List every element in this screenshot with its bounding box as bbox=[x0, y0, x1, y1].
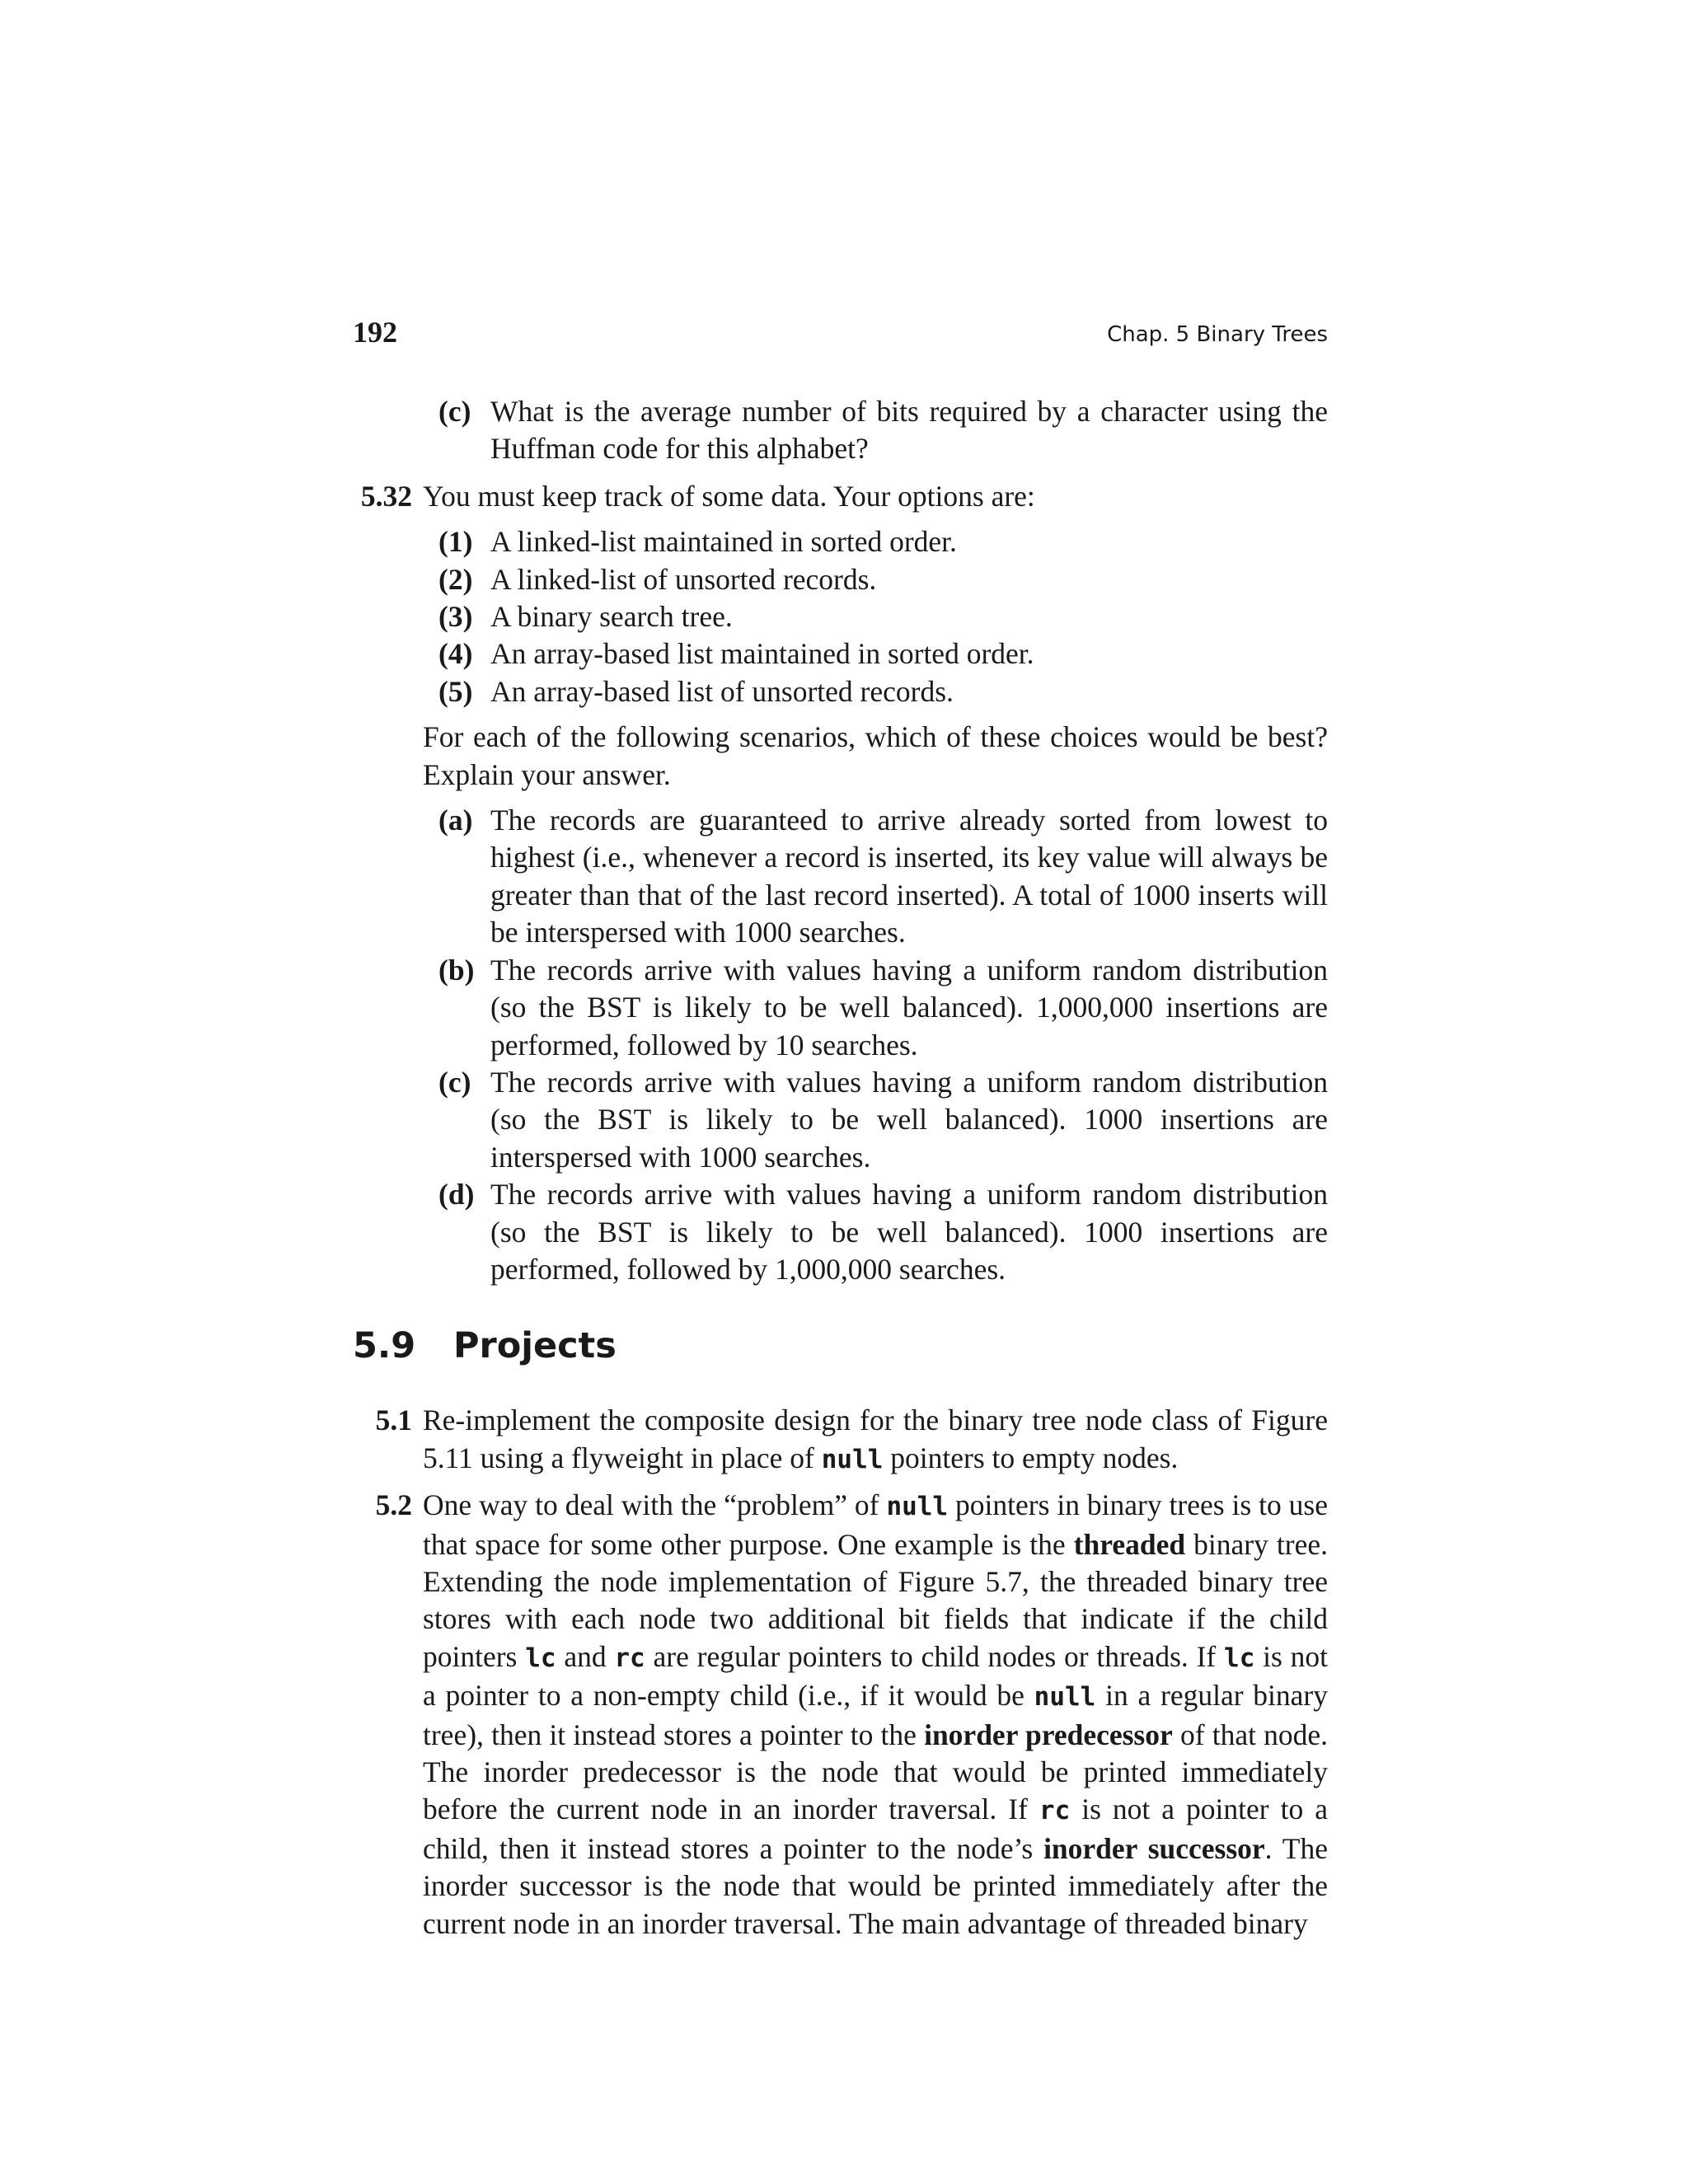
page-number: 192 bbox=[353, 316, 397, 349]
scenario-label: (b) bbox=[438, 953, 475, 987]
scenario-item bbox=[353, 1176, 1328, 1288]
running-head: Chap. 5 Binary Trees bbox=[1107, 322, 1328, 347]
scenario-text: The records arrive with values having a uniform random distribution (so the BST is likely to be well balanced). 1000 insertions are interspersed with 1000 searches. bbox=[490, 1065, 1328, 1174]
option-item bbox=[353, 561, 1328, 598]
option-text: A binary search tree. bbox=[490, 600, 733, 634]
option-label: (2) bbox=[438, 562, 473, 596]
project-number: 5.1 bbox=[375, 1404, 412, 1437]
code-lc: lc bbox=[525, 1643, 556, 1673]
option-label: (3) bbox=[438, 600, 473, 634]
page-body bbox=[353, 393, 1328, 1943]
code-rc: rc bbox=[1039, 1796, 1071, 1826]
option-text: An array-based list of unsorted records. bbox=[490, 674, 954, 708]
section-number: 5.9 bbox=[353, 1325, 416, 1367]
project-5-1 bbox=[353, 1402, 1328, 1479]
exercise-number: 5.32 bbox=[360, 479, 412, 513]
scenario-label: (c) bbox=[438, 1065, 471, 1099]
subitem-label: (c) bbox=[438, 395, 471, 428]
code-null: null bbox=[1034, 1682, 1096, 1713]
code-null: null bbox=[821, 1444, 884, 1474]
scenario-item bbox=[353, 802, 1328, 952]
option-label: (1) bbox=[438, 525, 473, 559]
option-text: A linked-list of unsorted records. bbox=[490, 562, 877, 596]
exercise-intro: You must keep track of some data. Your options are: bbox=[423, 479, 1035, 513]
option-text: A linked-list maintained in sorted order. bbox=[490, 525, 957, 559]
subitem-text: What is the average number of bits required by a character using the Huffman code for this alphabet? bbox=[490, 395, 1328, 466]
project-5-2 bbox=[353, 1487, 1328, 1943]
code-null: null bbox=[886, 1492, 949, 1522]
scenario-item bbox=[353, 1064, 1328, 1176]
exercise-5-32 bbox=[353, 478, 1328, 515]
option-text: An array-based list maintained in sorted order. bbox=[490, 637, 1034, 671]
scenario-text: The records arrive with values having a uniform random distribution (so the BST is likely to be well balanced). 1000 insertions are performed, followed by 1,000,000 searches. bbox=[490, 1178, 1328, 1286]
option-item bbox=[353, 673, 1328, 710]
option-item bbox=[353, 598, 1328, 635]
scenario-text: The records arrive with values having a uniform random distribution (so the BST is likely to be well balanced). 1,000,000 insertions are performed, followed by 10 searches. bbox=[490, 953, 1328, 1062]
term-inorder-successor: inorder successor bbox=[1043, 1831, 1265, 1865]
scenario-label: (a) bbox=[438, 804, 473, 837]
option-item bbox=[353, 635, 1328, 673]
section-heading bbox=[353, 1323, 1328, 1369]
project-text: Re-implement the composite design for the binary tree node class of Figure 5.11 using a flyweight in place of null pointers to empty nodes. bbox=[423, 1404, 1328, 1474]
scenario-item bbox=[353, 952, 1328, 1064]
option-label: (5) bbox=[438, 674, 473, 708]
exercise-question: For each of the following scenarios, which of these choices would be best? Explain your answer. bbox=[423, 720, 1328, 791]
section-title: Projects bbox=[453, 1325, 617, 1367]
option-label: (4) bbox=[438, 637, 473, 671]
exercise-subitem bbox=[353, 393, 1328, 468]
scenario-text: The records are guaranteed to arrive already sorted from lowest to highest (i.e., whenever a record is inserted, its key value will always be greater than that of the last record inserted). A total of 1000 inserts will be interspersed with 1000 searches. bbox=[490, 804, 1328, 949]
option-item bbox=[353, 523, 1328, 560]
term-inorder-predecessor: inorder predecessor bbox=[924, 1718, 1173, 1751]
project-text: One way to deal with the “problem” of null pointers in binary trees is to use that space for some other purpose. One example is the threaded binary tree. Extending the node implementation of Figure 5.7, the threaded binary tree stores with each node two additional bit fields that indicate if the child pointers lc and rc are regular pointers to child nodes or threads. If lc is not a pointer to a non-empty child (i.e., if it would be null in a regular binary tree), then it instead stores a pointer to the inorder predecessor of that node. The inorder predecessor is the node that would be printed immediately before the current node in an inorder traversal. If rc is not a pointer to a child, then it instead stores a pointer to the node’s inorder successor. The inorder successor is the node that would be printed immediately after the current node in an inorder traversal. The main advantage of threaded binary bbox=[423, 1488, 1329, 1940]
code-lc: lc bbox=[1224, 1643, 1255, 1673]
code-rc: rc bbox=[614, 1643, 645, 1673]
scenario-label: (d) bbox=[438, 1178, 475, 1212]
term-threaded: threaded bbox=[1073, 1527, 1186, 1561]
project-number: 5.2 bbox=[375, 1488, 412, 1522]
